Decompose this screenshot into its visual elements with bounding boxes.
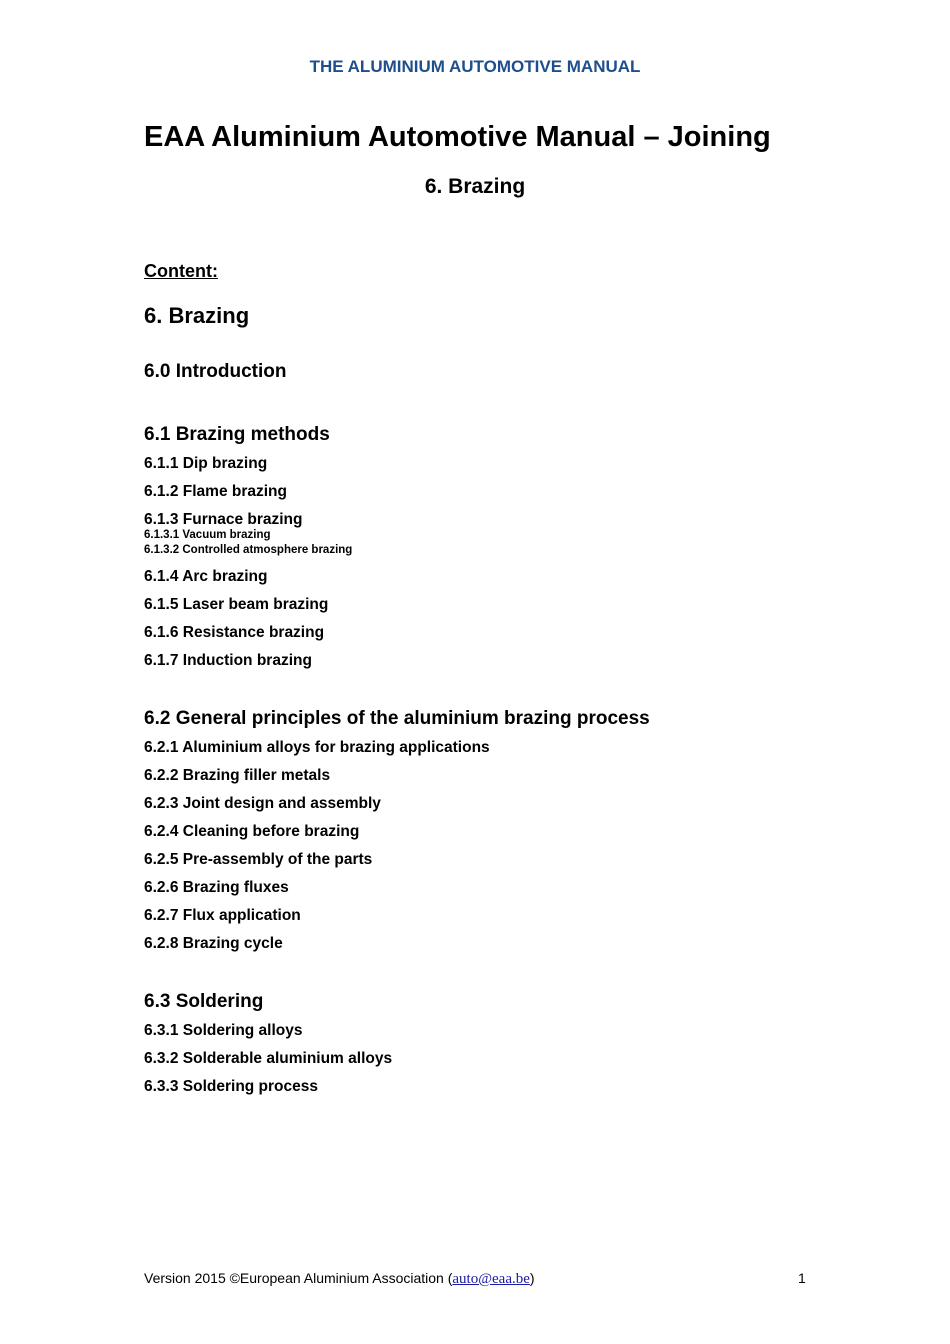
- toc-item: 6.1.4 Arc brazing: [144, 568, 268, 585]
- toc-item: 6.1.6 Resistance brazing: [144, 624, 325, 641]
- document-title: EAA Aluminium Automotive Manual – Joining: [144, 121, 771, 153]
- header-banner: THE ALUMINIUM AUTOMOTIVE MANUAL: [309, 57, 641, 76]
- toc-item: 6.2.6 Brazing fluxes: [144, 879, 289, 896]
- toc-item: 6.1.3 Furnace brazing: [144, 511, 303, 528]
- footer: [144, 1270, 535, 1288]
- toc-item: 6.2.8 Brazing cycle: [144, 935, 283, 952]
- toc-item: 6.1.2 Flame brazing: [144, 483, 287, 500]
- toc-section-6-1: 6.1 Brazing methods: [144, 424, 330, 445]
- toc-section-6-3: 6.3 Soldering: [144, 991, 264, 1012]
- toc-item: 6.1.1 Dip brazing: [144, 455, 268, 472]
- toc-item: 6.2.3 Joint design and assembly: [144, 795, 381, 812]
- toc-item: 6.3.2 Solderable aluminium alloys: [144, 1050, 393, 1067]
- content-label: Content:: [144, 261, 218, 281]
- footer-close-paren: ): [529, 1270, 535, 1286]
- document-subtitle: 6. Brazing: [424, 175, 526, 198]
- toc-item: 6.2.7 Flux application: [144, 907, 301, 924]
- toc-item: 6.2.4 Cleaning before brazing: [144, 823, 360, 840]
- toc-section-intro: 6.0 Introduction: [144, 361, 287, 382]
- toc-item: 6.3.1 Soldering alloys: [144, 1022, 303, 1039]
- toc-item: 6.1.5 Laser beam brazing: [144, 596, 329, 613]
- page-number: 1: [798, 1270, 806, 1286]
- toc-section-6-2: 6.2 General principles of the aluminium brazing process: [144, 708, 650, 729]
- footer-email-link[interactable]: auto@eaa.be: [452, 1271, 530, 1287]
- toc-item: 6.2.5 Pre-assembly of the parts: [144, 851, 373, 868]
- toc-item: 6.1.7 Induction brazing: [144, 652, 312, 669]
- toc-item: 6.2.2 Brazing filler metals: [144, 767, 331, 784]
- toc-item: 6.3.3 Soldering process: [144, 1078, 319, 1095]
- toc-subitem: 6.1.3.2 Controlled atmosphere brazing: [144, 544, 353, 556]
- toc-subitem: 6.1.3.1 Vacuum brazing: [144, 529, 271, 541]
- toc-chapter: 6. Brazing: [144, 303, 250, 328]
- toc-item: 6.2.1 Aluminium alloys for brazing applications: [144, 739, 490, 756]
- footer-version-text: Version 2015 ©European Aluminium Association (: [144, 1270, 453, 1286]
